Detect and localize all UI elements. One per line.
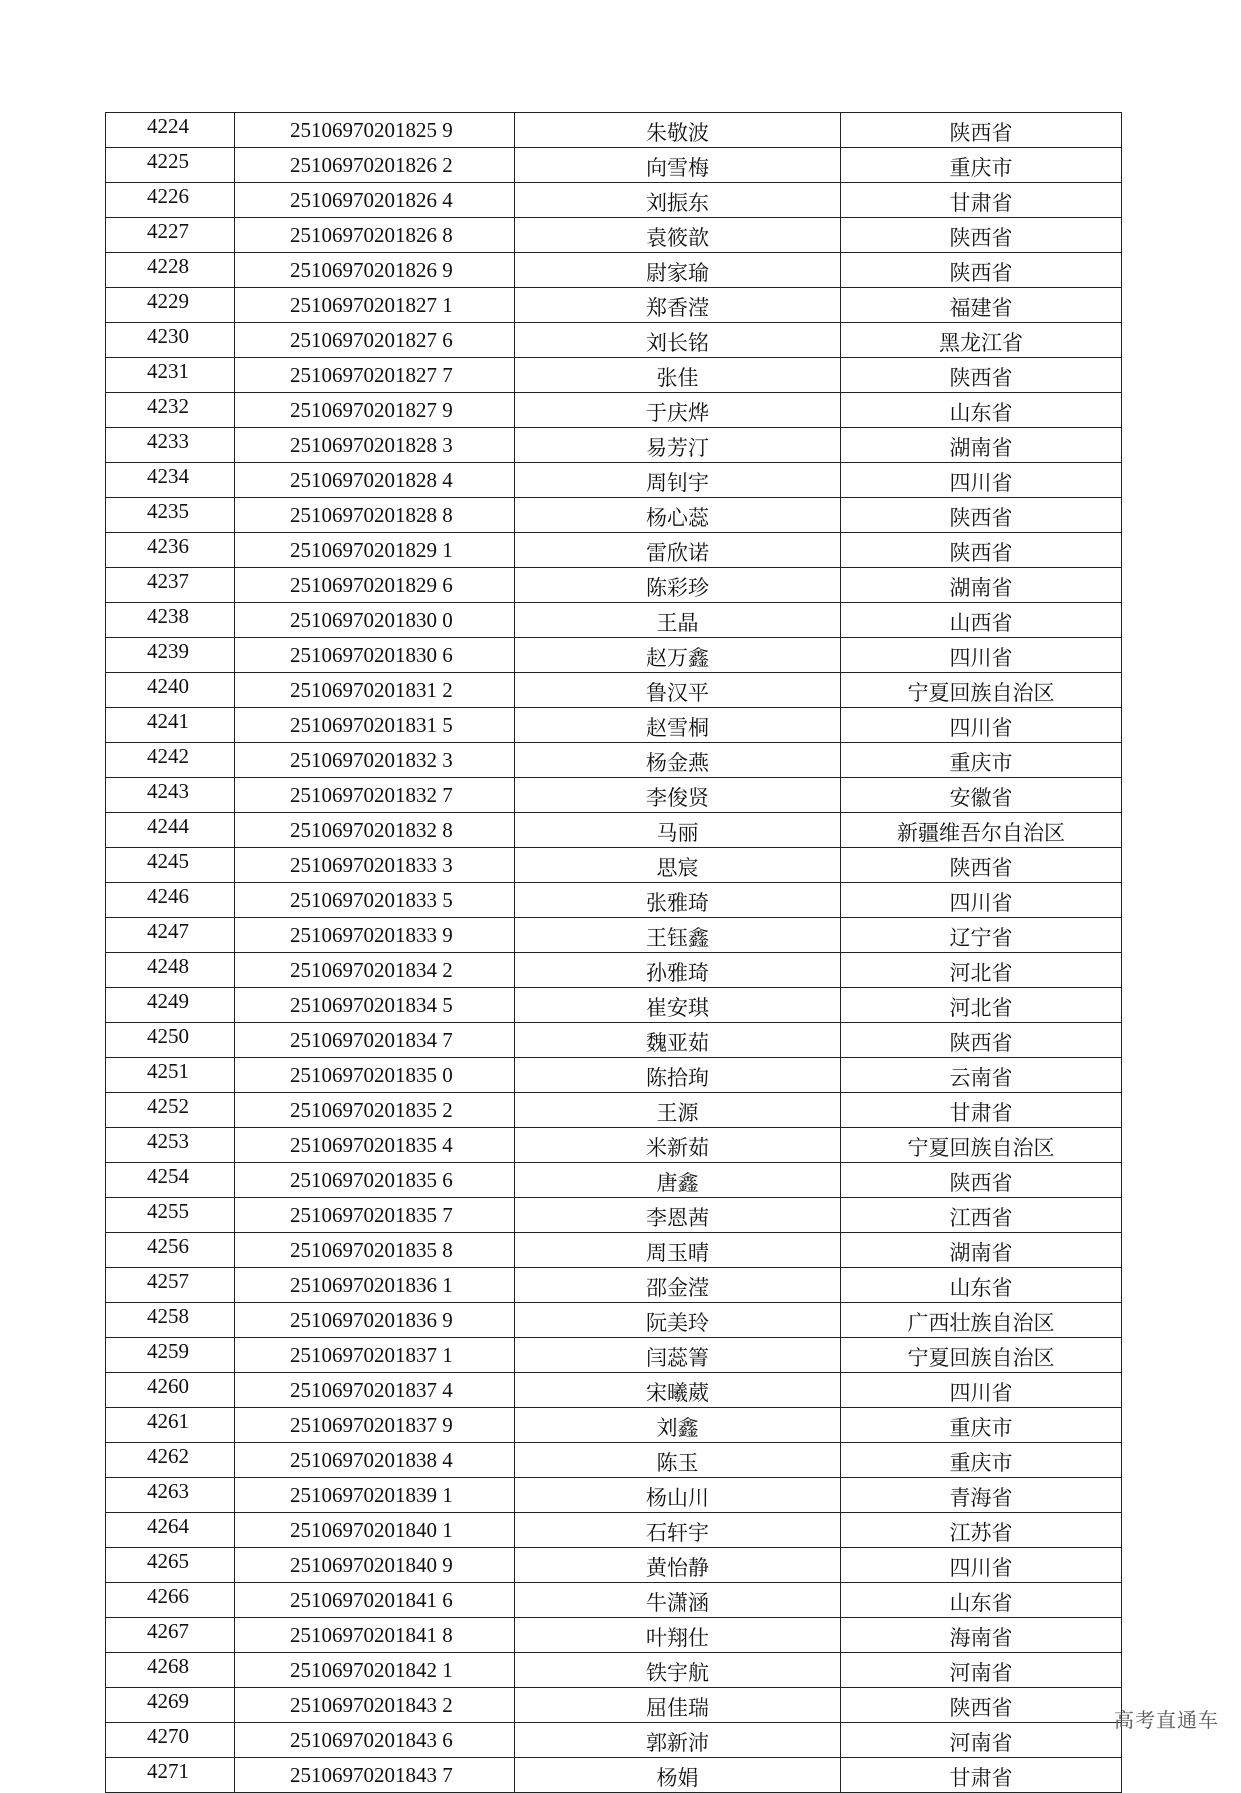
student-name-cell: 思宸 [515, 848, 841, 883]
exam-id-cell: 25106970201835 2 [235, 1093, 515, 1128]
student-name-cell: 崔安琪 [515, 988, 841, 1023]
exam-id-cell: 25106970201829 6 [235, 568, 515, 603]
student-name-cell: 陈彩珍 [515, 568, 841, 603]
exam-id-cell: 25106970201827 9 [235, 393, 515, 428]
exam-id-cell: 25106970201835 0 [235, 1058, 515, 1093]
row-number-cell: 4263 [106, 1478, 235, 1513]
table-row [106, 1408, 1122, 1443]
exam-id-cell: 25106970201828 3 [235, 428, 515, 463]
row-number-cell: 4238 [106, 603, 235, 638]
table-row [106, 1373, 1122, 1408]
exam-id-cell: 25106970201835 7 [235, 1198, 515, 1233]
table-row [106, 358, 1122, 393]
exam-id-cell: 25106970201835 6 [235, 1163, 515, 1198]
table-row [106, 253, 1122, 288]
row-number-cell: 4262 [106, 1443, 235, 1478]
student-name-cell: 马丽 [515, 813, 841, 848]
student-name-cell: 杨娟 [515, 1758, 841, 1793]
student-name-cell: 宋曦葳 [515, 1373, 841, 1408]
student-name-cell: 孙雅琦 [515, 953, 841, 988]
province-cell: 海南省 [841, 1618, 1122, 1653]
province-cell: 陕西省 [841, 533, 1122, 568]
table-row [106, 1093, 1122, 1128]
row-number-cell: 4269 [106, 1688, 235, 1723]
table-row [106, 1023, 1122, 1058]
province-cell: 江苏省 [841, 1513, 1122, 1548]
row-number-cell: 4251 [106, 1058, 235, 1093]
row-number-cell: 4259 [106, 1338, 235, 1373]
student-name-cell: 铁宇航 [515, 1653, 841, 1688]
exam-id-cell: 25106970201843 6 [235, 1723, 515, 1758]
row-number-cell: 4245 [106, 848, 235, 883]
student-name-cell: 刘长铭 [515, 323, 841, 358]
exam-id-cell: 25106970201833 3 [235, 848, 515, 883]
exam-id-cell: 25106970201841 6 [235, 1583, 515, 1618]
admission-roster-table [105, 112, 1122, 1793]
row-number-cell: 4260 [106, 1373, 235, 1408]
province-cell: 黑龙江省 [841, 323, 1122, 358]
exam-id-cell: 25106970201833 5 [235, 883, 515, 918]
table-row [106, 988, 1122, 1023]
province-cell: 山西省 [841, 603, 1122, 638]
table-row [106, 1163, 1122, 1198]
row-number-cell: 4271 [106, 1758, 235, 1793]
row-number-cell: 4268 [106, 1653, 235, 1688]
student-name-cell: 李恩茜 [515, 1198, 841, 1233]
exam-id-cell: 25106970201837 9 [235, 1408, 515, 1443]
province-cell: 青海省 [841, 1478, 1122, 1513]
student-name-cell: 魏亚茹 [515, 1023, 841, 1058]
table-row [106, 778, 1122, 813]
province-cell: 四川省 [841, 708, 1122, 743]
row-number-cell: 4240 [106, 673, 235, 708]
exam-id-cell: 25106970201831 2 [235, 673, 515, 708]
province-cell: 陕西省 [841, 1163, 1122, 1198]
exam-id-cell: 25106970201834 2 [235, 953, 515, 988]
province-cell: 河北省 [841, 953, 1122, 988]
exam-id-cell: 25106970201832 3 [235, 743, 515, 778]
student-name-cell: 闫蕊箐 [515, 1338, 841, 1373]
table-row [106, 288, 1122, 323]
row-number-cell: 4247 [106, 918, 235, 953]
exam-id-cell: 25106970201839 1 [235, 1478, 515, 1513]
table-row [106, 113, 1122, 148]
exam-id-cell: 25106970201835 8 [235, 1233, 515, 1268]
exam-id-cell: 25106970201828 8 [235, 498, 515, 533]
student-name-cell: 周玉晴 [515, 1233, 841, 1268]
province-cell: 安徽省 [841, 778, 1122, 813]
row-number-cell: 4237 [106, 568, 235, 603]
row-number-cell: 4252 [106, 1093, 235, 1128]
student-name-cell: 于庆烨 [515, 393, 841, 428]
table-row [106, 813, 1122, 848]
exam-id-cell: 25106970201833 9 [235, 918, 515, 953]
table-row [106, 603, 1122, 638]
row-number-cell: 4239 [106, 638, 235, 673]
student-name-cell: 张雅琦 [515, 883, 841, 918]
row-number-cell: 4229 [106, 288, 235, 323]
exam-id-cell: 25106970201840 1 [235, 1513, 515, 1548]
province-cell: 湖南省 [841, 428, 1122, 463]
table-row [106, 393, 1122, 428]
exam-id-cell: 25106970201827 1 [235, 288, 515, 323]
province-cell: 重庆市 [841, 743, 1122, 778]
row-number-cell: 4270 [106, 1723, 235, 1758]
province-cell: 重庆市 [841, 1443, 1122, 1478]
student-name-cell: 刘振东 [515, 183, 841, 218]
exam-id-cell: 25106970201838 4 [235, 1443, 515, 1478]
province-cell: 甘肃省 [841, 183, 1122, 218]
exam-id-cell: 25106970201836 1 [235, 1268, 515, 1303]
student-name-cell: 陈玉 [515, 1443, 841, 1478]
exam-id-cell: 25106970201826 4 [235, 183, 515, 218]
row-number-cell: 4243 [106, 778, 235, 813]
student-name-cell: 屈佳瑞 [515, 1688, 841, 1723]
province-cell: 陕西省 [841, 253, 1122, 288]
table-row [106, 1303, 1122, 1338]
row-number-cell: 4228 [106, 253, 235, 288]
province-cell: 山东省 [841, 393, 1122, 428]
student-name-cell: 黄怡静 [515, 1548, 841, 1583]
table-row [106, 568, 1122, 603]
province-cell: 重庆市 [841, 148, 1122, 183]
exam-id-cell: 25106970201836 9 [235, 1303, 515, 1338]
student-name-cell: 李俊贤 [515, 778, 841, 813]
table-row [106, 1233, 1122, 1268]
province-cell: 湖南省 [841, 1233, 1122, 1268]
table-row [106, 323, 1122, 358]
row-number-cell: 4257 [106, 1268, 235, 1303]
student-name-cell: 郭新沛 [515, 1723, 841, 1758]
exam-id-cell: 25106970201826 9 [235, 253, 515, 288]
province-cell: 四川省 [841, 638, 1122, 673]
row-number-cell: 4241 [106, 708, 235, 743]
table-row [106, 1758, 1122, 1793]
student-name-cell: 王钰鑫 [515, 918, 841, 953]
table-row [106, 1548, 1122, 1583]
province-cell: 河南省 [841, 1653, 1122, 1688]
row-number-cell: 4254 [106, 1163, 235, 1198]
exam-id-cell: 25106970201843 2 [235, 1688, 515, 1723]
table-row [106, 533, 1122, 568]
student-name-cell: 阮美玲 [515, 1303, 841, 1338]
exam-id-cell: 25106970201843 7 [235, 1758, 515, 1793]
exam-id-cell: 25106970201832 7 [235, 778, 515, 813]
table-row [106, 918, 1122, 953]
province-cell: 陕西省 [841, 1023, 1122, 1058]
row-number-cell: 4236 [106, 533, 235, 568]
student-name-cell: 叶翔仕 [515, 1618, 841, 1653]
province-cell: 陕西省 [841, 218, 1122, 253]
province-cell: 陕西省 [841, 358, 1122, 393]
row-number-cell: 4235 [106, 498, 235, 533]
student-name-cell: 唐鑫 [515, 1163, 841, 1198]
table-row [106, 1128, 1122, 1163]
row-number-cell: 4230 [106, 323, 235, 358]
province-cell: 福建省 [841, 288, 1122, 323]
exam-id-cell: 25106970201826 2 [235, 148, 515, 183]
province-cell: 云南省 [841, 1058, 1122, 1093]
table-row [106, 673, 1122, 708]
exam-id-cell: 25106970201825 9 [235, 113, 515, 148]
province-cell: 河北省 [841, 988, 1122, 1023]
table-row [106, 1723, 1122, 1758]
row-number-cell: 4226 [106, 183, 235, 218]
table-row [106, 1478, 1122, 1513]
exam-id-cell: 25106970201837 4 [235, 1373, 515, 1408]
student-name-cell: 杨山川 [515, 1478, 841, 1513]
student-name-cell: 刘鑫 [515, 1408, 841, 1443]
table-row [106, 638, 1122, 673]
exam-id-cell: 25106970201841 8 [235, 1618, 515, 1653]
province-cell: 四川省 [841, 1373, 1122, 1408]
student-name-cell: 赵雪桐 [515, 708, 841, 743]
student-name-cell: 赵万鑫 [515, 638, 841, 673]
province-cell: 四川省 [841, 463, 1122, 498]
exam-id-cell: 25106970201834 7 [235, 1023, 515, 1058]
student-name-cell: 杨金燕 [515, 743, 841, 778]
row-number-cell: 4246 [106, 883, 235, 918]
exam-id-cell: 25106970201835 4 [235, 1128, 515, 1163]
exam-id-cell: 25106970201827 6 [235, 323, 515, 358]
row-number-cell: 4264 [106, 1513, 235, 1548]
student-name-cell: 鲁汉平 [515, 673, 841, 708]
student-name-cell: 王晶 [515, 603, 841, 638]
row-number-cell: 4267 [106, 1618, 235, 1653]
table-row [106, 1338, 1122, 1373]
row-number-cell: 4242 [106, 743, 235, 778]
province-cell: 陕西省 [841, 848, 1122, 883]
province-cell: 陕西省 [841, 1688, 1122, 1723]
province-cell: 宁夏回族自治区 [841, 1338, 1122, 1373]
table-row [106, 218, 1122, 253]
province-cell: 江西省 [841, 1198, 1122, 1233]
province-cell: 四川省 [841, 883, 1122, 918]
student-name-cell: 朱敬波 [515, 113, 841, 148]
student-name-cell: 尉家瑜 [515, 253, 841, 288]
row-number-cell: 4256 [106, 1233, 235, 1268]
table-row [106, 1058, 1122, 1093]
province-cell: 甘肃省 [841, 1093, 1122, 1128]
student-name-cell: 易芳汀 [515, 428, 841, 463]
row-number-cell: 4227 [106, 218, 235, 253]
student-name-cell: 王源 [515, 1093, 841, 1128]
province-cell: 河南省 [841, 1723, 1122, 1758]
row-number-cell: 4225 [106, 148, 235, 183]
table-row [106, 183, 1122, 218]
watermark-text: 高考直通车 [1114, 1708, 1219, 1732]
row-number-cell: 4231 [106, 358, 235, 393]
province-cell: 山东省 [841, 1268, 1122, 1303]
province-cell: 陕西省 [841, 113, 1122, 148]
exam-id-cell: 25106970201828 4 [235, 463, 515, 498]
exam-id-cell: 25106970201837 1 [235, 1338, 515, 1373]
table-row [106, 1688, 1122, 1723]
row-number-cell: 4244 [106, 813, 235, 848]
row-number-cell: 4265 [106, 1548, 235, 1583]
table-row [106, 1653, 1122, 1688]
table-row [106, 1198, 1122, 1233]
student-name-cell: 郑香滢 [515, 288, 841, 323]
province-cell: 广西壮族自治区 [841, 1303, 1122, 1338]
table-row [106, 883, 1122, 918]
province-cell: 重庆市 [841, 1408, 1122, 1443]
row-number-cell: 4234 [106, 463, 235, 498]
student-name-cell: 杨心蕊 [515, 498, 841, 533]
student-name-cell: 向雪梅 [515, 148, 841, 183]
row-number-cell: 4255 [106, 1198, 235, 1233]
province-cell: 四川省 [841, 1548, 1122, 1583]
exam-id-cell: 25106970201826 8 [235, 218, 515, 253]
exam-id-cell: 25106970201832 8 [235, 813, 515, 848]
province-cell: 新疆维吾尔自治区 [841, 813, 1122, 848]
exam-id-cell: 25106970201831 5 [235, 708, 515, 743]
student-name-cell: 雷欣诺 [515, 533, 841, 568]
row-number-cell: 4253 [106, 1128, 235, 1163]
exam-id-cell: 25106970201840 9 [235, 1548, 515, 1583]
row-number-cell: 4266 [106, 1583, 235, 1618]
table-row [106, 743, 1122, 778]
table-row [106, 848, 1122, 883]
table-row [106, 148, 1122, 183]
table-row [106, 953, 1122, 988]
row-number-cell: 4249 [106, 988, 235, 1023]
row-number-cell: 4250 [106, 1023, 235, 1058]
exam-id-cell: 25106970201842 1 [235, 1653, 515, 1688]
roster-table-body [106, 113, 1122, 1793]
province-cell: 陕西省 [841, 498, 1122, 533]
row-number-cell: 4258 [106, 1303, 235, 1338]
row-number-cell: 4248 [106, 953, 235, 988]
province-cell: 湖南省 [841, 568, 1122, 603]
row-number-cell: 4233 [106, 428, 235, 463]
table-row [106, 428, 1122, 463]
student-name-cell: 周钊宇 [515, 463, 841, 498]
exam-id-cell: 25106970201827 7 [235, 358, 515, 393]
student-name-cell: 石轩宇 [515, 1513, 841, 1548]
exam-id-cell: 25106970201829 1 [235, 533, 515, 568]
student-name-cell: 张佳 [515, 358, 841, 393]
row-number-cell: 4232 [106, 393, 235, 428]
table-row [106, 463, 1122, 498]
province-cell: 宁夏回族自治区 [841, 673, 1122, 708]
table-row [106, 1268, 1122, 1303]
row-number-cell: 4261 [106, 1408, 235, 1443]
table-row [106, 1618, 1122, 1653]
row-number-cell: 4224 [106, 113, 235, 148]
table-row [106, 498, 1122, 533]
table-row [106, 1513, 1122, 1548]
student-name-cell: 牛潇涵 [515, 1583, 841, 1618]
student-name-cell: 陈拾珣 [515, 1058, 841, 1093]
exam-id-cell: 25106970201830 0 [235, 603, 515, 638]
table-row [106, 1443, 1122, 1478]
student-name-cell: 邵金滢 [515, 1268, 841, 1303]
province-cell: 山东省 [841, 1583, 1122, 1618]
student-name-cell: 袁筱歆 [515, 218, 841, 253]
province-cell: 宁夏回族自治区 [841, 1128, 1122, 1163]
student-name-cell: 米新茹 [515, 1128, 841, 1163]
table-row [106, 708, 1122, 743]
province-cell: 辽宁省 [841, 918, 1122, 953]
exam-id-cell: 25106970201834 5 [235, 988, 515, 1023]
province-cell: 甘肃省 [841, 1758, 1122, 1793]
table-row [106, 1583, 1122, 1618]
exam-id-cell: 25106970201830 6 [235, 638, 515, 673]
